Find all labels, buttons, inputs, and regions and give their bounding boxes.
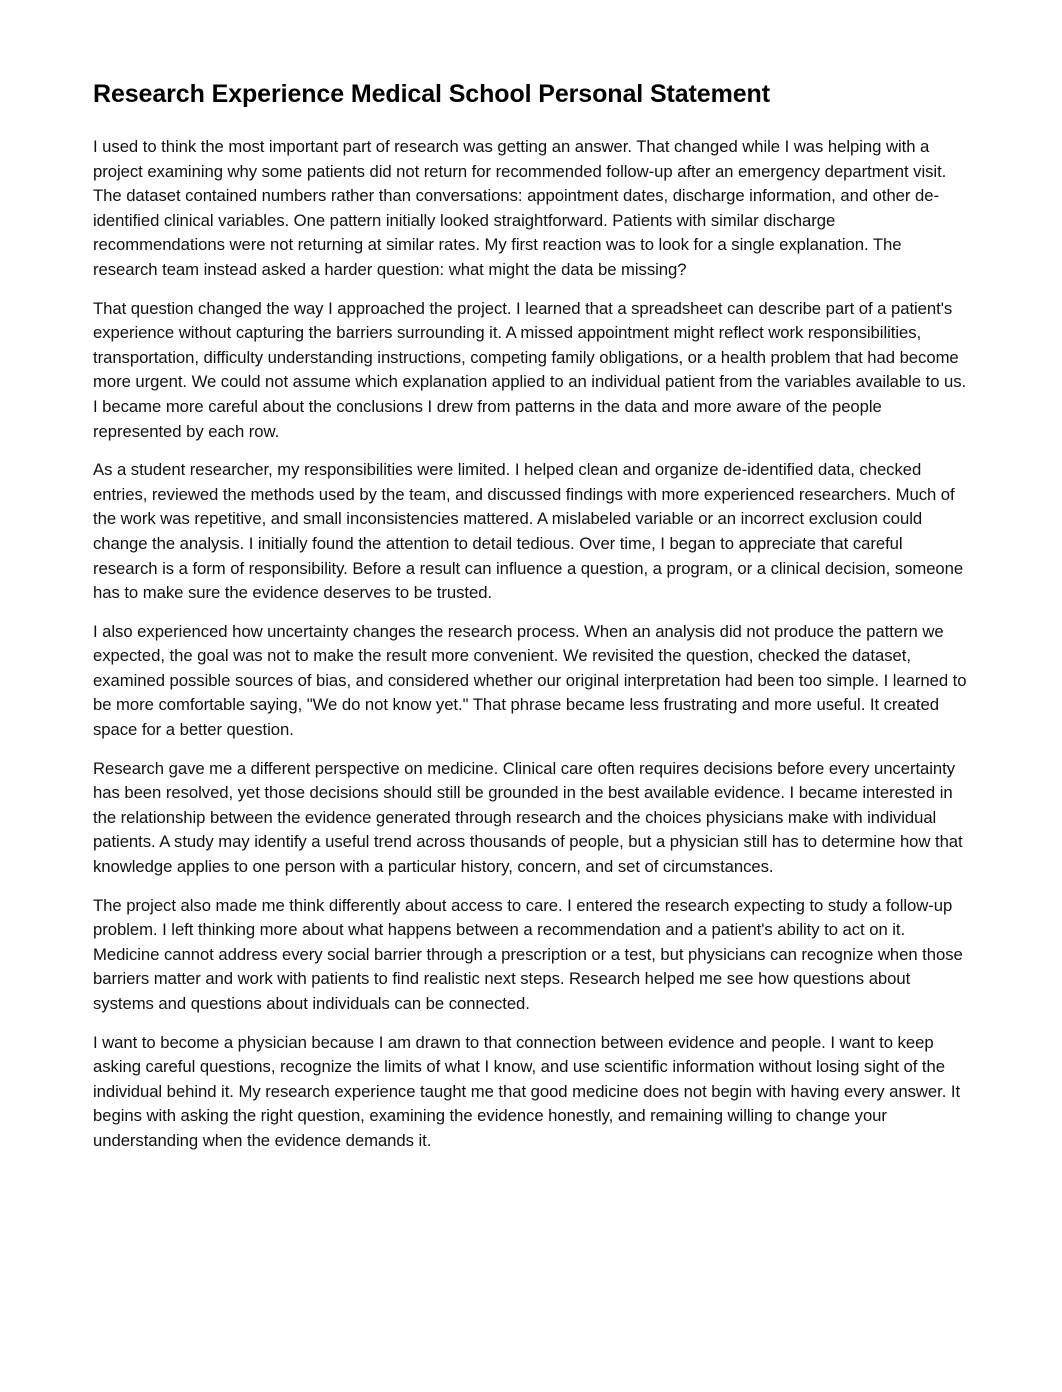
paragraph-5: Research gave me a different perspective on medicine. Clinical care often requires decisions before every uncertainty has been resolved, yet those decisions should still be grounded in the best available evidence. I became interested in the relationship between the evidence generated through research and the choices physicians make with individual patients. A study may identify a useful trend across thousands of people, but a physician still has to determine how that knowledge applies to one person with a particular history, concern, and set of circumstances. (93, 758, 963, 877)
paragraph-3: As a student researcher, my responsibilities were limited. I helped clean and organize de-identified data, checked entries, reviewed the methods used by the team, and discussed findings with more experienced researchers. Much of the work was repetitive, and small inconsistencies mattered. A mislabeled variable or an incorrect exclusion could change the analysis. I initially found the attention to detail tedious. Over time, I began to appreciate that careful research is a form of responsibility. Before a result can influence a question, a program, or a clinical decision, someone has to make sure the evidence deserves to be trusted. (93, 460, 964, 603)
document-page (93, 78, 969, 1168)
paragraph-2: That question changed the way I approached the project. I learned that a spreadsheet can describe part of a patient's experience without capturing the barriers surrounding it. A missed appointment might reflect work responsibilities, transportation, difficulty understanding instructions, competing family obligations, or a health problem that had become more urgent. We could not assume which explanation applied to an individual patient from the variables available to us. I became more careful about the conclusions I drew from patterns in the data and more aware of the people represented by each row. (93, 298, 967, 441)
document-title: Research Experience Medical School Personal Statement (93, 80, 770, 108)
paragraph-7: I want to become a physician because I am drawn to that connection between evidence and people. I want to keep asking careful questions, recognize the limits of what I know, and use scientific information without losing sight of the individual behind it. My research experience taught me that good medicine does not begin with having every answer. It begins with asking the right question, examining the evidence honestly, and remaining willing to change your understanding when the evidence demands it. (93, 1032, 961, 1150)
paragraph-6: The project also made me think differently about access to care. I entered the research expecting to study a follow-up problem. I left thinking more about what happens between a recommendation and a patient's ability to act on it. Medicine cannot address every social barrier through a prescription or a test, but physicians can recognize when those barriers matter and work with patients to find realistic next steps. Research helped me see how questions about systems and questions about individuals can be connected. (93, 895, 963, 1013)
paragraph-4: I also experienced how uncertainty changes the research process. When an analysis did not produce the pattern we expected, the goal was not to make the result more convenient. We revisited the question, checked the dataset, examined possible sources of bias, and considered whether our original interpretation had been too simple. I learned to be more comfortable saying, "We do not know yet." That phrase became less frustrating and more useful. It created space for a better question. (93, 621, 967, 740)
paragraph-1: I used to think the most important part of research was getting an answer. That changed while I was helping with a project examining why some patients did not return for recommended follow-up after an emergency department visit. The dataset contained numbers rather than conversations: appointment dates, discharge information, and other de-identified clinical variables. One pattern initially looked straightforward. Patients with similar discharge recommendations were not returning at similar rates. My first reaction was to look for a single explanation. The research team instead asked a harder question: what might the data be missing? (93, 137, 947, 279)
